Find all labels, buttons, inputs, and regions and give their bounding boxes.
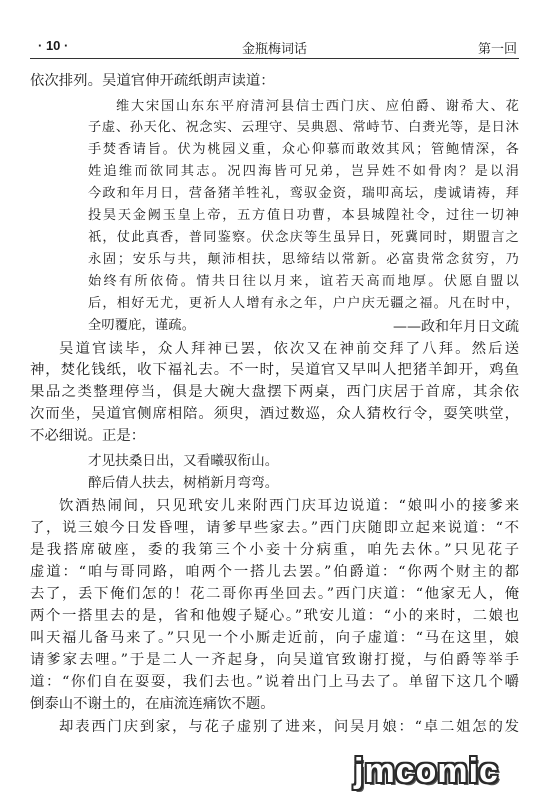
page-number: · 10 · <box>38 38 69 53</box>
paragraph-line: 是我搭席破座，委的我第三个小妾十分病重，咱先去休。”只见花子 <box>30 542 519 558</box>
memorial-signature: ——政和年月日文疏 <box>393 319 519 335</box>
paragraph-line: 神，焚化钱纸，收下福礼去。不一时，吴道官又早叫人把猪羊卸开，鸡鱼 <box>30 362 519 378</box>
book-title: 金瓶梅词话 <box>241 42 307 57</box>
memorial-line: 手焚香请旨。伏为桃园义重，众心仰慕而敢效其风；管鲍情深，各 <box>88 142 519 157</box>
chapter-title: 第一回 <box>477 42 517 57</box>
paragraph-line: 道：“你们自在耍耍，我们去也。”说着出门上马去了。单留下这几个嚼 <box>30 674 519 690</box>
paragraph-line: 倒泰山不谢土的，在庙流连痛饮不题。 <box>30 696 275 712</box>
paragraph-line: 请爹家去哩。”于是二人一齐起身，向吴道官致谢打搅，与伯爵等举手 <box>30 652 519 668</box>
page-header <box>30 36 519 59</box>
verse-line: 才见扶桑日出，又看曦驭衔山。 <box>88 453 279 469</box>
paragraph-line: 却表西门庆到家，与花子虚别了进来，问吴月娘：“卓二姐怎的发 <box>59 719 519 735</box>
memorial-line: 今政和年月日，营备猪羊牲礼，鸾驭金资，瑞叩高坛，虔诚请祷，拜 <box>88 186 519 201</box>
paragraph-line: 果品之类整理停当，俱是大碗大盘摆下两桌，西门庆居于首席，其余依 <box>30 384 519 400</box>
paragraph-line: 不必细说。正是： <box>30 428 146 444</box>
memorial-line: 投昊天金阙玉皇上帝，五方值日功曹，本县城隍社令，过往一切神 <box>88 208 519 223</box>
paragraph-line: 饮酒热闹间，只见玳安儿来附西门庆耳边说道：“娘叫小的接爹来 <box>59 498 519 514</box>
memorial-line: 子虚、孙天化、祝念实、云理守、吴典恩、常峙节、白赉光等，是日沐 <box>88 120 519 135</box>
memorial-line: 姓追维而欲同其志。况四海皆可兄弟，岂异姓不如骨肉？是以涓 <box>88 164 519 179</box>
verse-line: 醉后倩人扶去，树梢新月弯弯。 <box>88 475 279 491</box>
paragraph-line: 吴道官读毕，众人拜神已罢，依次又在神前交拜了八拜。然后送 <box>59 341 519 357</box>
paragraph-line: 叫天福儿备马来了。”只见一个小厮走近前，向子虚道：“马在这里，娘 <box>30 630 519 646</box>
paragraph-line: 次而坐，吴道官侧席相陪。须臾，酒过数巡，众人猜枚行令，耍笑哄堂， <box>30 406 519 422</box>
memorial-line: 始终有所依倚。情共日往以月来，谊若天高而地厚。伏愿自盟以 <box>88 274 519 289</box>
paragraph-line: 依次排列。吴道官伸开疏纸朗声读道： <box>30 73 275 89</box>
memorial-line: 后，相好无尤，更祈人人增有永之年，户户庆无疆之福。凡在时中， <box>88 296 519 311</box>
paragraph-line: 了，说三娘今日发昏哩，请爹早些家去。”西门庆随即立起来说道：“不 <box>30 520 519 536</box>
memorial-line: 祇，仗此真香，普同鉴察。伏念庆等生虽异日，死冀同时，期盟言之 <box>88 230 519 245</box>
paragraph-line: 虚道：“咱与哥同路，咱两个一搭儿去罢。”伯爵道：“你两个财主的都 <box>30 564 519 580</box>
memorial-line: 全叨覆庇，谨疏。 <box>88 318 196 333</box>
memorial-line: 永固；安乐与共，颠沛相扶，思缔结以常新。必富贵常念贫穷，乃 <box>88 252 519 267</box>
memorial-line: 维大宋国山东东平府清河县信士西门庆、应伯爵、谢希大、花 <box>116 99 519 114</box>
watermark-logo: jmcomic <box>354 752 499 790</box>
paragraph-line: 去了，丢下俺们怎的！花二哥你再坐回去。”西门庆道：“他家无人，俺 <box>30 586 519 602</box>
paragraph-line: 两个一搭里去的是，省和他嫂子疑心。”玳安儿道：“小的来时，二娘也 <box>30 608 519 624</box>
